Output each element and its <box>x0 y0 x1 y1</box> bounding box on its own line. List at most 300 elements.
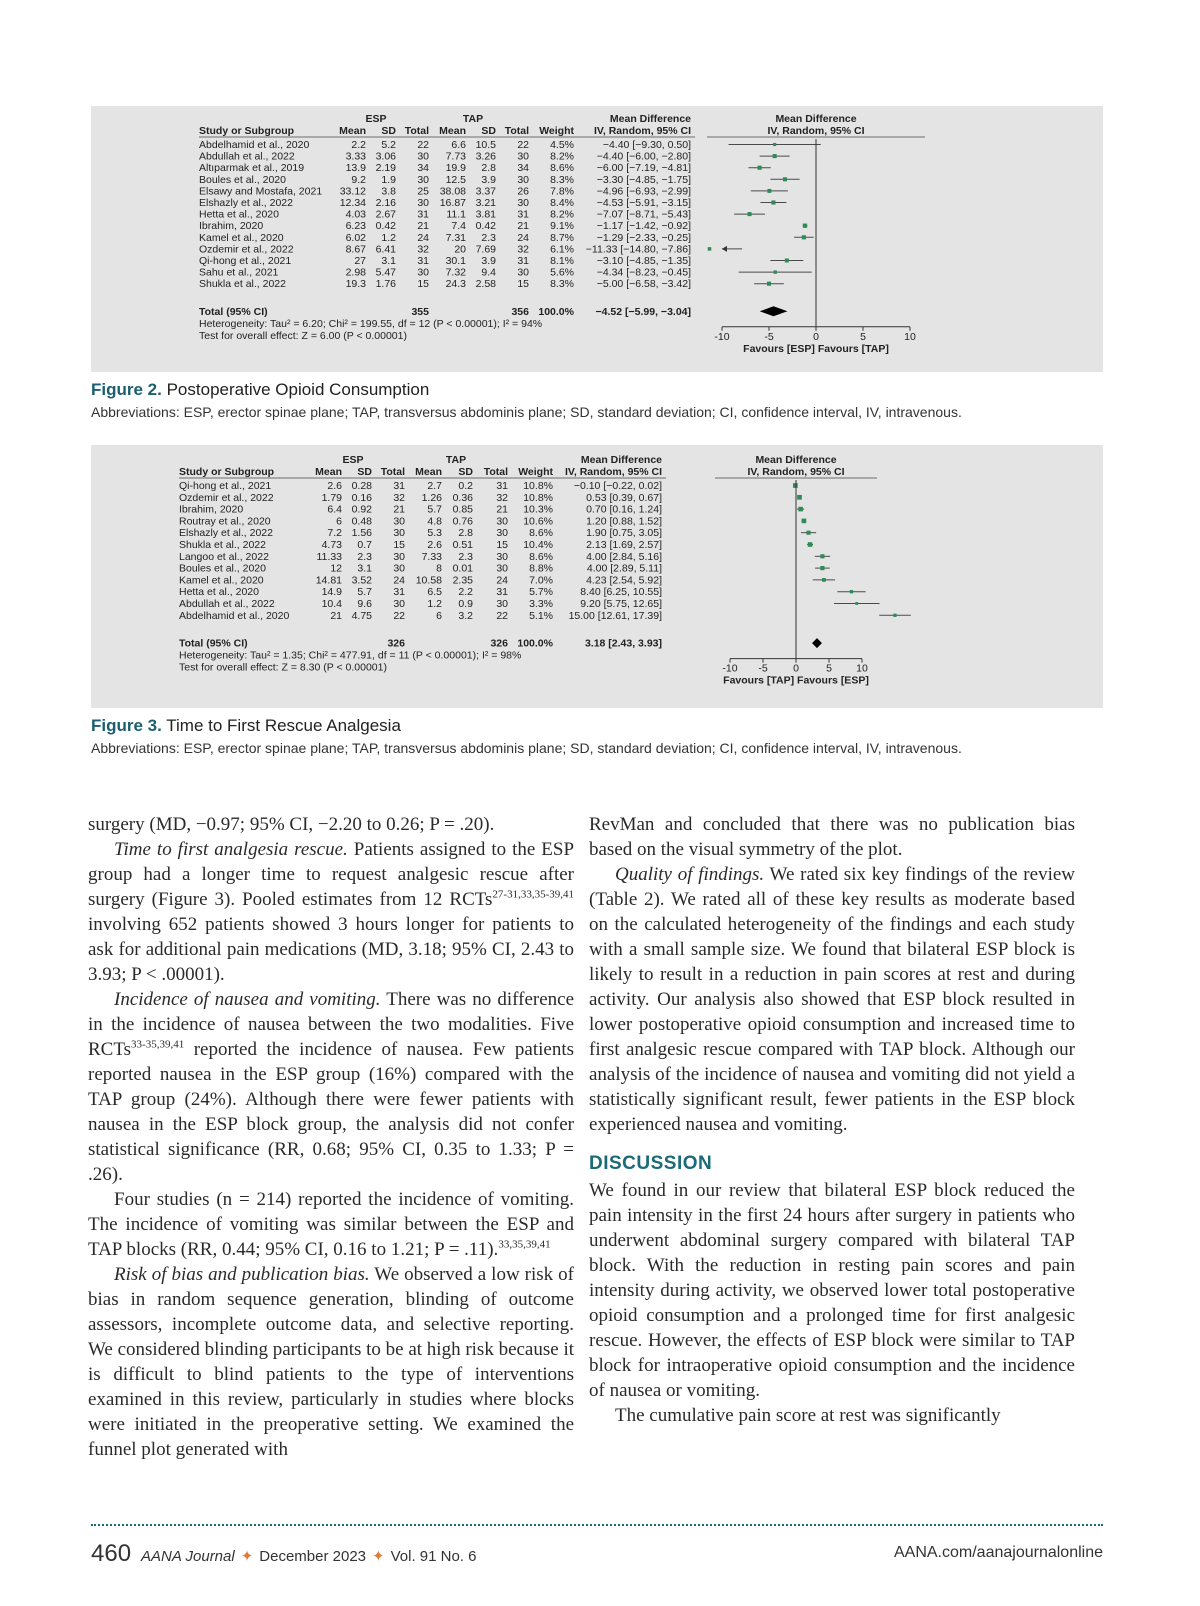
study-value: 10.5 <box>475 139 496 151</box>
total-value: 326 <box>387 637 405 650</box>
study-name: Kamel et al., 2020 <box>199 231 284 244</box>
study-value: 7.69 <box>475 243 496 256</box>
total-value: 356 <box>511 305 529 318</box>
study-name: Ibrahim, 2020 <box>179 503 244 516</box>
study-value: 7.4 <box>451 220 466 233</box>
study-name: Boules et al., 2020 <box>179 562 266 575</box>
study-value: 4.73 <box>321 539 342 551</box>
study-value: 6.41 <box>375 243 396 256</box>
study-value: 0.01 <box>452 562 473 575</box>
study-value: 2.67 <box>375 208 396 221</box>
study-value: 0.53 [0.39, 0.67] <box>586 491 662 504</box>
effect-square <box>767 282 771 286</box>
run-in-heading: Risk of bias and publication bias. <box>114 1264 370 1285</box>
column-header: Total <box>380 466 405 478</box>
study-value: 30 <box>417 197 429 209</box>
study-value: 0.7 <box>357 539 372 551</box>
study-value: −11.33 [−14.80, −7.86] <box>585 243 691 256</box>
study-value: 25 <box>417 185 429 198</box>
overall-effect: Test for overall effect: Z = 8.30 (P < 0.00001) <box>179 661 387 674</box>
study-value: 3.26 <box>475 150 496 163</box>
study-value: 8 <box>436 562 442 575</box>
separator-icon: ✦ <box>372 1548 385 1565</box>
separator-icon: ✦ <box>240 1548 254 1565</box>
study-value: 2.8 <box>458 527 473 540</box>
study-value: 3.37 <box>475 185 496 198</box>
study-value: 8.40 [6.25, 10.55] <box>580 586 662 599</box>
study-value: −3.30 [−4.85, −1.75] <box>596 173 691 186</box>
body-column-left <box>88 812 574 1462</box>
study-value: 4.03 <box>345 208 366 221</box>
study-value: −4.40 [−6.00, −2.80] <box>596 150 691 163</box>
journal-name: AANA Journal <box>141 1548 235 1565</box>
body-paragraph: Incidence of nausea and vomiting. There was no difference in the incidence of nausea between the two modalities. Five RCTs$^{33-35,39,41}$ reported the incidence of nausea. Few patients reported nausea in the ESP group (16%) compared with the TAP group (24%). Although there were fewer patients with nausea in the ESP block group, the analysis did not confer statistical significance (RR, 0.68; 95% CI, 0.35 to 1.33; P = .26). <box>88 989 574 1185</box>
study-value: 9.20 [5.75, 12.65] <box>580 598 662 610</box>
axis-tick-label: -5 <box>758 662 768 675</box>
study-value: 1.76 <box>375 278 396 291</box>
study-value: 2.3 <box>458 550 473 563</box>
study-value: 6.23 <box>345 220 366 233</box>
study-value: 32 <box>393 491 405 504</box>
study-value: 2.6 <box>427 539 442 551</box>
axis-tick-label: -10 <box>714 330 730 343</box>
study-value: 16.87 <box>439 197 466 209</box>
effect-square <box>850 590 853 593</box>
study-value: 3.52 <box>351 574 372 587</box>
study-value: 21 <box>517 220 529 233</box>
study-value: 30 <box>517 150 529 163</box>
study-name: Altıparmak et al., 2019 <box>199 162 305 175</box>
study-value: 0.36 <box>452 491 473 504</box>
study-value: 30 <box>417 173 429 186</box>
study-value: 4.23 [2.54, 5.92] <box>586 574 662 587</box>
study-value: 10.3% <box>523 503 553 516</box>
study-name: Abdelhamid et al., 2020 <box>179 609 290 622</box>
study-value: 30 <box>496 550 508 563</box>
study-value: 1.90 [0.75, 3.05] <box>586 527 662 540</box>
study-value: 32 <box>517 243 529 256</box>
study-value: 30 <box>417 150 429 163</box>
study-value: 1.9 <box>381 173 396 186</box>
study-value: 1.20 [0.88, 1.52] <box>586 515 662 528</box>
study-value: 12 <box>330 562 342 575</box>
study-value: 27 <box>354 255 366 267</box>
column-header: SD <box>458 466 473 478</box>
figure-title: Time to First Rescue Analgesia <box>166 716 401 735</box>
study-value: −6.00 [−7.19, −4.81] <box>596 162 691 175</box>
body-column-right <box>589 812 1075 1428</box>
plot-ci-header: IV, Random, 95% CI <box>767 125 865 137</box>
study-value: 30.1 <box>445 255 466 267</box>
study-value: 32 <box>496 491 508 504</box>
axis-tick-label: 10 <box>904 330 916 343</box>
study-value: 2.19 <box>375 162 396 175</box>
study-value: 15 <box>393 539 405 551</box>
study-value: 2.35 <box>452 574 473 587</box>
study-value: 3.06 <box>375 150 396 163</box>
total-value: 3.18 [2.43, 3.93] <box>584 637 662 650</box>
study-value: 4.00 [2.89, 5.11] <box>586 562 662 575</box>
study-value: 0.28 <box>351 480 372 492</box>
study-value: 6.02 <box>345 231 366 244</box>
effect-square <box>773 143 776 146</box>
total-value: 100.0% <box>517 637 553 650</box>
study-value: 2.98 <box>345 266 366 279</box>
effect-square <box>798 507 803 512</box>
study-value: 3.9 <box>481 255 496 267</box>
study-value: 15 <box>417 278 429 291</box>
effect-square <box>855 602 858 605</box>
effect-square <box>793 483 798 488</box>
study-value: 14.9 <box>321 586 342 599</box>
body-paragraph: We found in our review that bilateral ESP block reduced the pain intensity in the first 24 hours after surgery in patients who underwent abdominal surgery compared with bilateral TAP block. With the reduction in resting pain scores and pain intensity during activity, we observed lower total postoperative opioid consumption and a prolonged time for first analgesic rescue. However, the effects of ESP block were similar to TAP block for intraoperative opioid consumption and the incidence of nausea or vomiting. <box>589 1180 1075 1401</box>
study-value: 31 <box>393 586 405 599</box>
study-value: 10.8% <box>523 480 553 492</box>
study-value: 5.6% <box>550 266 574 279</box>
effect-square <box>758 166 762 170</box>
study-name: Ibrahim, 2020 <box>199 220 264 233</box>
plot-header: Mean Difference <box>775 113 857 125</box>
study-value: −4.40 [−9.30, 0.50] <box>602 139 691 151</box>
study-value: 30 <box>496 562 508 575</box>
axis-tick-label: 0 <box>813 330 819 343</box>
study-value: 38.08 <box>439 185 466 198</box>
study-value: 8.1% <box>550 255 574 267</box>
study-value: 2.2 <box>351 139 366 151</box>
study-value: 21 <box>417 220 429 233</box>
study-value: 30 <box>393 515 405 528</box>
column-header: Weight <box>539 125 574 137</box>
study-value: 22 <box>496 609 508 622</box>
study-value: 5.7% <box>529 586 553 599</box>
study-value: 31 <box>496 586 508 599</box>
run-in-heading: Quality of findings. <box>615 864 765 885</box>
study-value: 24 <box>496 574 508 587</box>
study-name: Abdullah et al., 2022 <box>199 150 295 163</box>
axis-tick-label: 5 <box>860 330 866 343</box>
study-value: 10.58 <box>415 574 442 587</box>
study-value: 3.1 <box>381 255 396 267</box>
study-value: 31 <box>417 255 429 267</box>
study-value: 7.2 <box>327 527 342 540</box>
study-value: 5.1% <box>529 609 553 622</box>
study-value: 9.6 <box>357 598 372 610</box>
study-name: Shukla et al., 2022 <box>179 539 266 551</box>
study-value: 2.3 <box>357 550 372 563</box>
study-value: 30 <box>417 266 429 279</box>
study-value: 8.6% <box>529 550 553 563</box>
study-value: 0.48 <box>351 515 372 528</box>
study-value: 5.47 <box>375 266 396 279</box>
md-header: Mean Difference <box>609 113 691 125</box>
study-value: 26 <box>517 185 529 198</box>
study-value: 32 <box>417 243 429 256</box>
study-name: Boules et al., 2020 <box>199 173 286 186</box>
page-number: 460 <box>91 1540 132 1567</box>
study-value: 2.13 [1.69, 2.57] <box>586 539 662 551</box>
axis-tick-label: -5 <box>764 330 774 343</box>
section-heading: DISCUSSION <box>589 1153 713 1174</box>
column-header: Mean <box>415 466 442 478</box>
study-value: 11.1 <box>446 208 466 221</box>
column-header: Total <box>504 125 529 137</box>
total-value: 326 <box>490 637 508 650</box>
body-paragraph: Four studies (n = 214) reported the incidence of vomiting. The incidence of vomiting was similar between the ESP and TAP blocks (RR, 0.44; 95% CI, 0.16 to 1.21; P = .11).$^{33,35,39,41}$ <box>88 1189 574 1260</box>
axis-tick-label: -10 <box>722 662 738 675</box>
figure-label: Figure 2. <box>91 380 162 399</box>
study-value: 4.00 [2.84, 5.16] <box>586 550 662 563</box>
study-value: 31 <box>393 480 405 492</box>
study-value: 3.3% <box>529 598 553 610</box>
md-ci-header: IV, Random, 95% CI <box>593 125 691 137</box>
body-paragraph: RevMan and concluded that there was no publication bias based on the visual symmetry of the plot. <box>589 814 1075 860</box>
column-header: SD <box>481 125 496 137</box>
overall-effect: Test for overall effect: Z = 6.00 (P < 0.00001) <box>199 329 407 342</box>
effect-square <box>820 566 824 570</box>
study-name: Langoo et al., 2022 <box>179 550 269 563</box>
study-value: 14.81 <box>315 574 342 587</box>
study-value: 8.3% <box>550 173 574 186</box>
study-value: 7.0% <box>529 574 553 587</box>
study-name: Ozdemir et al., 2022 <box>179 491 274 504</box>
study-value: 1.56 <box>351 527 372 540</box>
effect-square <box>771 200 775 204</box>
body-paragraph: Time to first analgesia rescue. Patients assigned to the ESP group had a longer time to request analgesic rescue after surgery (Figure 3). Pooled estimates from 12 RCTs$^{27-31,33,35-39,41}$ involving 652 patients showed 3 hours longer for patients to ask for additional pain medications (MD, 3.18; 95% CI, 2.43 to 3.93; P < .00001). <box>88 839 575 985</box>
study-value: 31 <box>517 208 529 221</box>
study-value: 10.4% <box>523 539 553 551</box>
study-name: Kamel et al., 2020 <box>179 574 264 587</box>
study-name: Ozdemir et al., 2022 <box>199 243 294 256</box>
study-value: 1.2 <box>381 231 396 244</box>
favours-label: Favours [ESP] Favours [TAP] <box>743 342 889 355</box>
study-value: 8.2% <box>550 208 574 221</box>
study-value: 15 <box>496 539 508 551</box>
figure-label: Figure 3. <box>91 716 162 735</box>
forest-plot-svg <box>91 445 1103 708</box>
plot-header: Mean Difference <box>755 454 837 466</box>
study-value: 22 <box>417 139 429 151</box>
column-header: SD <box>381 125 396 137</box>
study-value: 3.81 <box>475 208 496 221</box>
issue-date: December 2023 <box>259 1548 367 1565</box>
study-value: 19.3 <box>345 278 366 291</box>
study-value: 30 <box>517 173 529 186</box>
study-value: 6.5 <box>427 586 442 599</box>
study-value: 8.6% <box>550 162 574 175</box>
study-value: 2.3 <box>481 231 496 244</box>
study-value: −4.53 [−5.91, −3.15] <box>596 197 691 209</box>
figure-3-caption <box>91 716 1121 756</box>
body-paragraph: Quality of findings. We rated six key findings of the review (Table 2). We rated all of these key results as moderate based on the calculated heterogeneity of the findings and each study with a small sample size. We found that bilateral ESP block is likely to result in a reduction in pain scores at rest and during activity. Our analysis also showed that ESP block resulted in lower postoperative opioid consumption and increased time to first analgesic rescue compared with TAP block. Although our analysis of the incidence of nausea and vomiting did not yield a statistically significant result, fewer patients in the ESP block experienced nausea and vomiting. <box>589 864 1076 1135</box>
study-value: 24 <box>417 231 429 244</box>
study-value: 34 <box>517 162 529 175</box>
study-value: 24.3 <box>445 278 466 291</box>
study-value: 21 <box>393 503 405 516</box>
group-header-tap: TAP <box>462 113 484 125</box>
axis-tick-label: 5 <box>826 662 832 675</box>
study-value: 30 <box>517 197 529 209</box>
group-header-tap: TAP <box>445 454 467 466</box>
study-value: 12.34 <box>339 197 366 209</box>
study-name: Shukla et al., 2022 <box>199 278 286 291</box>
volume: Vol. 91 No. 6 <box>390 1548 477 1565</box>
effect-square <box>808 542 813 547</box>
study-name: Hetta et al., 2020 <box>179 586 259 599</box>
study-value: 4.8 <box>427 515 442 528</box>
figure-abbreviations: Abbreviations: ESP, erector spinae plane; TAP, transversus abdominis plane; SD, standard deviation; CI, confidence interval, IV, intravenous. <box>91 404 962 420</box>
study-value: 0.76 <box>452 515 473 528</box>
md-ci-header: IV, Random, 95% CI <box>564 466 662 478</box>
effect-square <box>822 578 826 582</box>
citation-superscript: 33-35,39,41 <box>131 1038 185 1051</box>
study-value: 0.51 <box>452 539 473 551</box>
study-value: 30 <box>393 550 405 563</box>
study-name: Routray et al., 2020 <box>179 515 271 528</box>
favours-label: Favours [TAP] Favours [ESP] <box>723 674 869 687</box>
study-name: Abdelhamid et al., 2020 <box>199 139 310 151</box>
total-label: Total (95% CI) <box>199 305 268 318</box>
study-value: 10.6% <box>523 515 553 528</box>
study-value: 30 <box>496 515 508 528</box>
study-value: 30 <box>496 598 508 610</box>
total-value: 100.0% <box>538 305 574 318</box>
study-value: 22 <box>517 139 529 151</box>
study-value: 7.32 <box>445 266 466 279</box>
study-value: 8.6% <box>529 527 553 540</box>
study-value: 15 <box>517 278 529 291</box>
study-value: 30 <box>496 527 508 540</box>
effect-square <box>893 614 896 617</box>
study-value: 1.2 <box>427 598 442 610</box>
study-header: Study or Subgroup <box>199 125 295 137</box>
axis-tick-label: 10 <box>856 662 868 675</box>
heterogeneity: Heterogeneity: Tau² = 1.35; Chi² = 477.91, df = 11 (P < 0.00001); I² = 98% <box>179 649 522 662</box>
study-value: 34 <box>417 162 429 175</box>
study-value: −1.17 [−1.42, −0.92] <box>596 220 691 233</box>
study-value: 8.67 <box>345 243 366 256</box>
study-value: 19.9 <box>445 162 466 175</box>
study-value: 31 <box>517 255 529 267</box>
study-value: 33.12 <box>339 185 366 198</box>
axis-tick-label: 0 <box>793 662 799 675</box>
study-value: 31 <box>496 480 508 492</box>
study-value: 3.21 <box>475 197 496 209</box>
effect-square <box>802 235 806 239</box>
study-value: 0.2 <box>458 480 473 492</box>
column-header: Total <box>404 125 429 137</box>
study-value: 2.7 <box>427 480 442 492</box>
study-value: 6 <box>436 609 442 622</box>
study-value: 5.2 <box>381 139 396 151</box>
study-value: 6 <box>336 515 342 528</box>
study-value: 30 <box>517 266 529 279</box>
effect-square <box>797 495 802 500</box>
column-header: Mean <box>439 125 466 137</box>
effect-square <box>748 212 752 216</box>
effect-square <box>783 177 787 181</box>
study-value: 30 <box>393 598 405 610</box>
study-value: 13.9 <box>345 162 366 175</box>
study-value: −7.07 [−8.71, −5.43] <box>596 208 691 221</box>
study-value: 4.5% <box>550 139 574 151</box>
citation-superscript: 33,35,39,41 <box>498 1238 551 1251</box>
study-value: 8.2% <box>550 150 574 163</box>
study-value: −4.96 [−6.93, −2.99] <box>596 185 691 198</box>
study-name: Elshazly et al., 2022 <box>179 527 273 540</box>
effect-square <box>708 247 712 251</box>
study-value: 0.85 <box>452 503 473 516</box>
figure-abbreviations: Abbreviations: ESP, erector spinae plane; TAP, transversus abdominis plane; SD, standard deviation; CI, confidence interval, IV, intravenous. <box>91 740 962 756</box>
study-value: 0.42 <box>375 220 396 233</box>
study-value: 8.7% <box>550 231 574 244</box>
study-value: 9.2 <box>351 173 366 186</box>
study-value: 4.75 <box>351 609 372 622</box>
study-value: 3.9 <box>481 173 496 186</box>
column-header: Mean <box>315 466 342 478</box>
figure-2-forest-plot <box>91 106 1103 372</box>
pooled-diamond <box>760 306 788 316</box>
study-value: −4.34 [−8.23, −0.45] <box>596 266 691 279</box>
md-header: Mean Difference <box>580 454 662 466</box>
footer-citation <box>91 1540 477 1568</box>
plot-ci-header: IV, Random, 95% CI <box>747 466 845 478</box>
study-value: 30 <box>393 562 405 575</box>
study-value: 1.79 <box>321 491 342 504</box>
study-value: 20 <box>454 243 466 256</box>
study-value: 12.5 <box>445 173 466 186</box>
study-value: 7.33 <box>421 550 442 563</box>
study-value: −1.29 [−2.33, −0.25] <box>596 231 691 244</box>
total-value: 355 <box>411 305 429 318</box>
study-value: 6.6 <box>451 139 466 151</box>
study-value: 22 <box>393 609 405 622</box>
run-in-heading: Incidence of nausea and vomiting. <box>114 989 381 1010</box>
effect-square <box>803 224 807 228</box>
effect-square <box>767 189 771 193</box>
study-name: Elsawy and Mostafa, 2021 <box>199 185 323 198</box>
study-value: 7.8% <box>550 185 574 198</box>
effect-square <box>806 531 810 535</box>
study-value: 5.3 <box>427 527 442 540</box>
study-value: 2.58 <box>475 278 496 291</box>
column-header: Total <box>483 466 508 478</box>
figure-title: Postoperative Opioid Consumption <box>166 380 430 399</box>
study-value: 2.8 <box>481 162 496 175</box>
study-value: 0.9 <box>458 598 473 610</box>
study-value: 10.8% <box>523 491 553 504</box>
body-paragraph: Risk of bias and publication bias. We observed a low risk of bias in random sequence generation, blinding of outcome assessors, incomplete outcome data, and selective reporting. We considered blinding participants to be at high risk because it is difficult to blind patients to the type of interventions examined in this review, particularly in studies where blocks were initiated in the preoperative setting. We examined the funnel plot generated with <box>88 1264 575 1460</box>
study-value: 15.00 [12.61, 17.39] <box>568 609 662 622</box>
heterogeneity: Heterogeneity: Tau² = 6.20; Chi² = 199.55, df = 12 (P < 0.00001); I² = 94% <box>199 317 543 330</box>
study-value: 8.8% <box>529 562 553 575</box>
group-header-esp: ESP <box>342 454 364 466</box>
study-value: −3.10 [−4.85, −1.35] <box>596 255 691 267</box>
study-value: 9.4 <box>481 266 496 279</box>
forest-plot-svg <box>91 106 1103 372</box>
group-header-esp: ESP <box>365 113 387 125</box>
study-value: 2.2 <box>458 586 473 599</box>
study-value: 1.26 <box>421 491 442 504</box>
figure-2-caption <box>91 380 1121 420</box>
study-value: 3.33 <box>345 150 366 163</box>
study-value: −5.00 [−6.58, −3.42] <box>596 278 691 291</box>
study-value: 24 <box>517 231 529 244</box>
study-name: Sahu et al., 2021 <box>199 266 279 279</box>
study-name: Hetta et al., 2020 <box>199 208 279 221</box>
study-value: 2.16 <box>375 197 396 209</box>
study-value: 8.4% <box>550 197 574 209</box>
study-value: 5.7 <box>357 586 372 599</box>
